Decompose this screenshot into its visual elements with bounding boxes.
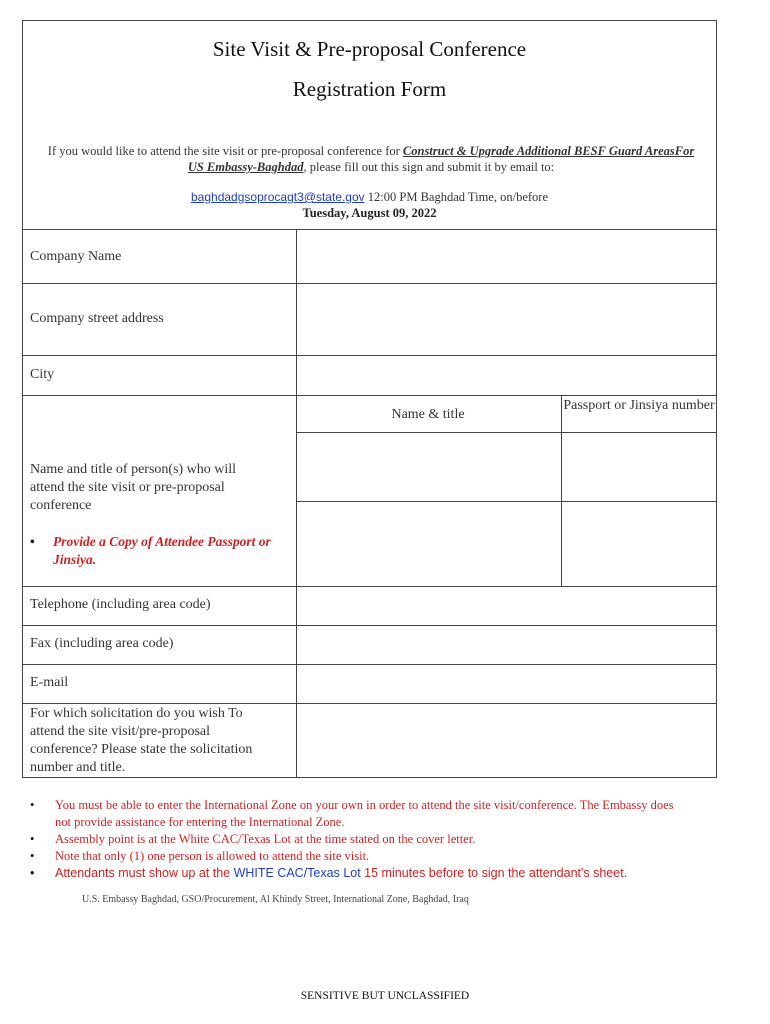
- company-name-label: Company Name: [30, 249, 122, 264]
- notes-list: [30, 797, 730, 882]
- city-field[interactable]: [296, 355, 716, 394]
- attendee-passport-field-1[interactable]: [561, 432, 716, 500]
- form-title: Site Visit & Pre-proposal Conference: [212, 37, 527, 61]
- deadline-time: 12:00 PM Baghdad Time, on/before: [367, 190, 548, 204]
- note-one-person: • Note that only (1) one person is allowed to attend the site visit.: [30, 849, 370, 863]
- attendee-name-field-2[interactable]: [296, 501, 560, 585]
- attendee-passport-field-2[interactable]: [561, 501, 716, 585]
- note-assembly-point: • Assembly point is at the White CAC/Texas Lot at the time stated on the cover letter.: [30, 832, 476, 846]
- form-subtitle: Registration Form: [292, 77, 447, 101]
- email-link[interactable]: baghdadgsoprocagt3@state.gov: [191, 190, 365, 204]
- intro-text: If you would like to attend the site visit or pre-proposal conference for Construct & Upgrade Additional BESF Guard AreasFor US Embassy-Baghdad, please fill out this sign and submit it by email to:: [47, 144, 695, 174]
- attendee-name-field-1[interactable]: [296, 432, 560, 500]
- note-international-zone: • You must be able to enter the International Zone on your own in order to attend the site visit/conference. The Embassy does not provide assistance for entering the International Zone.: [30, 798, 674, 829]
- deadline-line: [23, 190, 716, 205]
- company-name-field[interactable]: [296, 229, 716, 282]
- email-label: E-mail: [30, 675, 69, 690]
- solicitation-field[interactable]: [296, 703, 716, 777]
- attendee-label: Name and title of person(s) who will attend the site visit or pre-proposal conference: [30, 462, 237, 513]
- name-title-header: Name & title: [391, 407, 465, 422]
- classification-marking: SENSITIVE BUT UNCLASSIFIED: [300, 990, 470, 1002]
- city-label: City: [30, 367, 55, 382]
- fax-label: Fax (including area code): [30, 636, 174, 651]
- telephone-field[interactable]: [296, 586, 716, 624]
- fax-field[interactable]: [296, 625, 716, 663]
- solicitation-label: For which solicitation do you wish To attend the site visit/pre-proposal conference? Please state the solicitation number and title.: [30, 706, 253, 775]
- email-field[interactable]: [296, 664, 716, 702]
- passport-header: Passport or Jinsiya number: [563, 398, 715, 413]
- embassy-address: U.S. Embassy Baghdad, GSO/Procurement, Al Khindy Street, International Zone, Baghdad, Iraq: [82, 894, 469, 905]
- note-arrival-time: • Attendants must show up at the WHITE CAC/Texas Lot 15 minutes before to sign the attendant's sheet.: [30, 866, 628, 880]
- company-street-field[interactable]: [296, 283, 716, 354]
- telephone-label: Telephone (including area code): [30, 597, 211, 612]
- project-name: Construct & Upgrade Additional BESF Guard AreasFor US Embassy-Baghdad: [187, 144, 695, 174]
- company-street-label: Company street address: [30, 311, 164, 326]
- deadline-date: Tuesday, August 09, 2022: [302, 206, 437, 220]
